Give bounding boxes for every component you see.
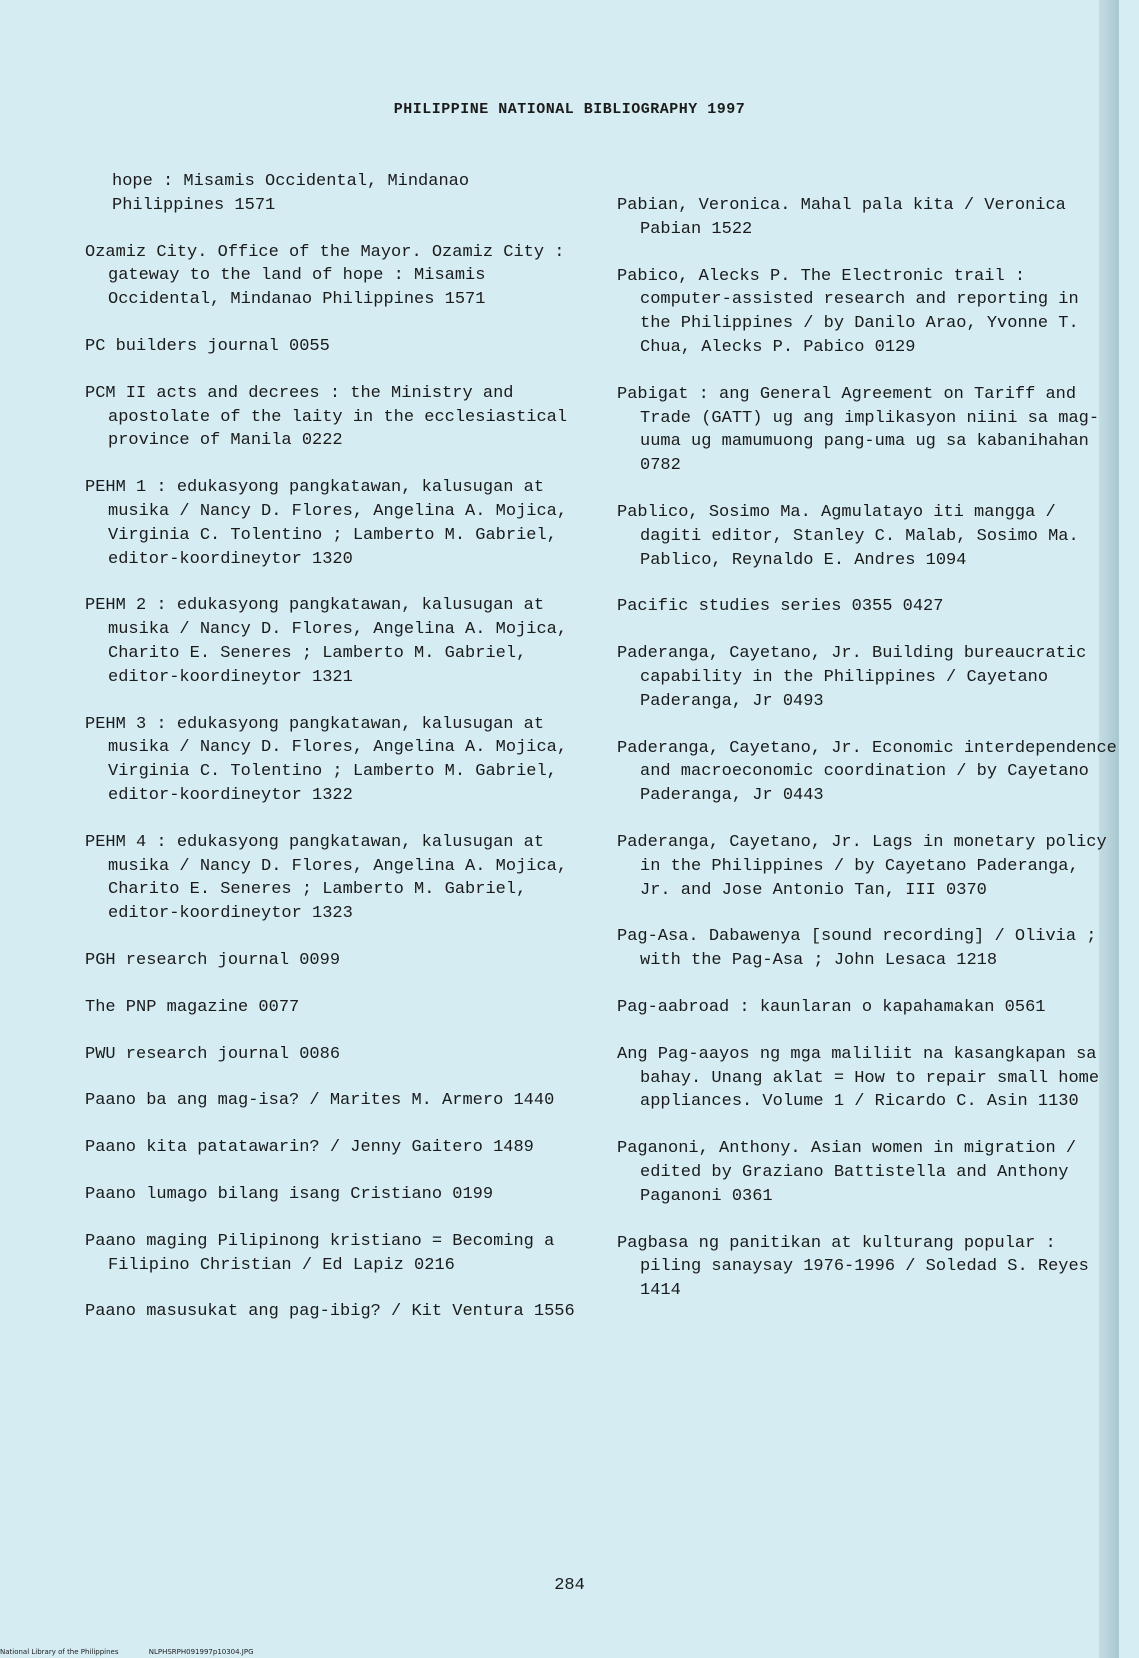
bibliography-entry: Pabico, Alecks P. The Electronic trail : computer-assisted research and reporting in the Philippines / by Danilo Arao, Yvonne T. Chua, Alecks P. Pabico 0129 <box>617 266 1079 357</box>
bibliography-entry: Pag-Asa. Dabawenya [sound recording] / Olivia ; with the Pag-Asa ; John Lesaca 1218 <box>617 927 1097 971</box>
bibliography-entry: Paano kita patatawarin? / Jenny Gaitero 1489 <box>85 1138 534 1158</box>
bibliography-entry: Pabigat : ang General Agreement on Tariff and Trade (GATT) ug ang implikasyon niini sa mag-uuma ug mamumuong pang-uma ug sa kabanihahan 0782 <box>617 384 1100 476</box>
page-number: 284 <box>554 1576 585 1595</box>
bibliography-entry: Ozamiz City. Office of the Mayor. Ozamiz City : gateway to the land of hope : Misamis Occidental, Mindanao Philippines 1571 <box>85 242 565 310</box>
footer-library: National Library of the Philippines <box>0 1648 119 1656</box>
bibliography-entry: Pablico, Sosimo Ma. Agmulatayo iti mangga / dagiti editor, Stanley C. Malab, Sosimo Ma. Pablico, Reynaldo E. Andres 1094 <box>617 502 1079 570</box>
continued-entry: hope : Misamis Occidental, Mindanao Philippines 1571 <box>112 172 470 215</box>
bibliography-entry: Paderanga, Cayetano, Jr. Lags in monetary policy in the Philippines / by Cayetano Paderanga, Jr. and Jose Antonio Tan, III 0370 <box>617 832 1107 900</box>
bibliography-entry: Paano ba ang mag-isa? / Marites M. Armero 1440 <box>85 1091 555 1111</box>
bibliography-entry: Paano maging Pilipinong kristiano = Becoming a Filipino Christian / Ed Lapiz 0216 <box>85 1231 555 1275</box>
bibliography-entry: Pacific studies series 0355 0427 <box>617 597 944 617</box>
bibliography-entry: PEHM 3 : edukasyong pangkatawan, kalusugan at musika / Nancy D. Flores, Angelina A. Mojica, Virginia C. Tolentino ; Lamberto M. Gabriel, editor-koordineytor 1322 <box>85 714 568 805</box>
bibliography-entry: Pagbasa ng panitikan at kulturang popular : piling sanaysay 1976-1996 / Soledad S. Reyes 1414 <box>617 1233 1089 1301</box>
right-column <box>617 194 1117 1326</box>
bibliography-entry: Paderanga, Cayetano, Jr. Economic interdependence and macroeconomic coordination / by Cayetano Paderanga, Jr 0443 <box>617 738 1117 806</box>
running-title: PHILIPPINE NATIONAL BIBLIOGRAPHY 1997 <box>393 101 746 118</box>
bibliography-entry: PC builders journal 0055 <box>85 336 330 356</box>
bibliography-entry: PEHM 4 : edukasyong pangkatawan, kalusugan at musika / Nancy D. Flores, Angelina A. Mojica, Charito E. Seneres ; Lamberto M. Gabriel, editor-koordineytor 1323 <box>85 832 568 924</box>
bibliography-entry: Paganoni, Anthony. Asian women in migration / edited by Graziano Battistella and Anthony Paganoni 0361 <box>617 1139 1077 1206</box>
bibliography-entry: PGH research journal 0099 <box>85 950 341 970</box>
bibliography-entry: Paano masusukat ang pag-ibig? / Kit Ventura 1556 <box>85 1302 575 1322</box>
left-column <box>85 170 575 1347</box>
bibliography-entry: PWU research journal 0086 <box>85 1044 341 1064</box>
scan-footer <box>0 1648 254 1656</box>
bibliography-entry: PCM II acts and decrees : the Ministry and apostolate of the laity in the ecclesiastical province of Manila 0222 <box>85 383 568 451</box>
bibliography-entry: Paderanga, Cayetano, Jr. Building bureaucratic capability in the Philippines / Cayetano Paderanga, Jr 0493 <box>617 644 1087 711</box>
bibliography-entry: Paano lumago bilang isang Cristiano 0199 <box>85 1184 494 1204</box>
bibliography-entry: Pabian, Veronica. Mahal pala kita / Veronica Pabian 1522 <box>617 196 1066 239</box>
bibliography-entry: PEHM 1 : edukasyong pangkatawan, kalusugan at musika / Nancy D. Flores, Angelina A. Mojica, Virginia C. Tolentino ; Lamberto M. Gabriel, editor-koordineytor 1320 <box>85 478 568 569</box>
bibliography-entry: PEHM 2 : edukasyong pangkatawan, kalusugan at musika / Nancy D. Flores, Angelina A. Mojica, Charito E. Seneres ; Lamberto M. Gabriel, editor-koordineytor 1321 <box>85 596 568 687</box>
bibliography-entry: Ang Pag-aayos ng mga maliliit na kasangkapan sa bahay. Unang aklat = How to repair small home appliances. Volume 1 / Ricardo C. Asin 1130 <box>617 1044 1100 1112</box>
footer-file-id: NLPHSRPH091997p10304.JPG <box>148 1648 254 1656</box>
bibliography-entry: The PNP magazine 0077 <box>85 997 300 1017</box>
bibliography-entry: Pag-aabroad : kaunlaran o kapahamakan 0561 <box>617 997 1046 1017</box>
